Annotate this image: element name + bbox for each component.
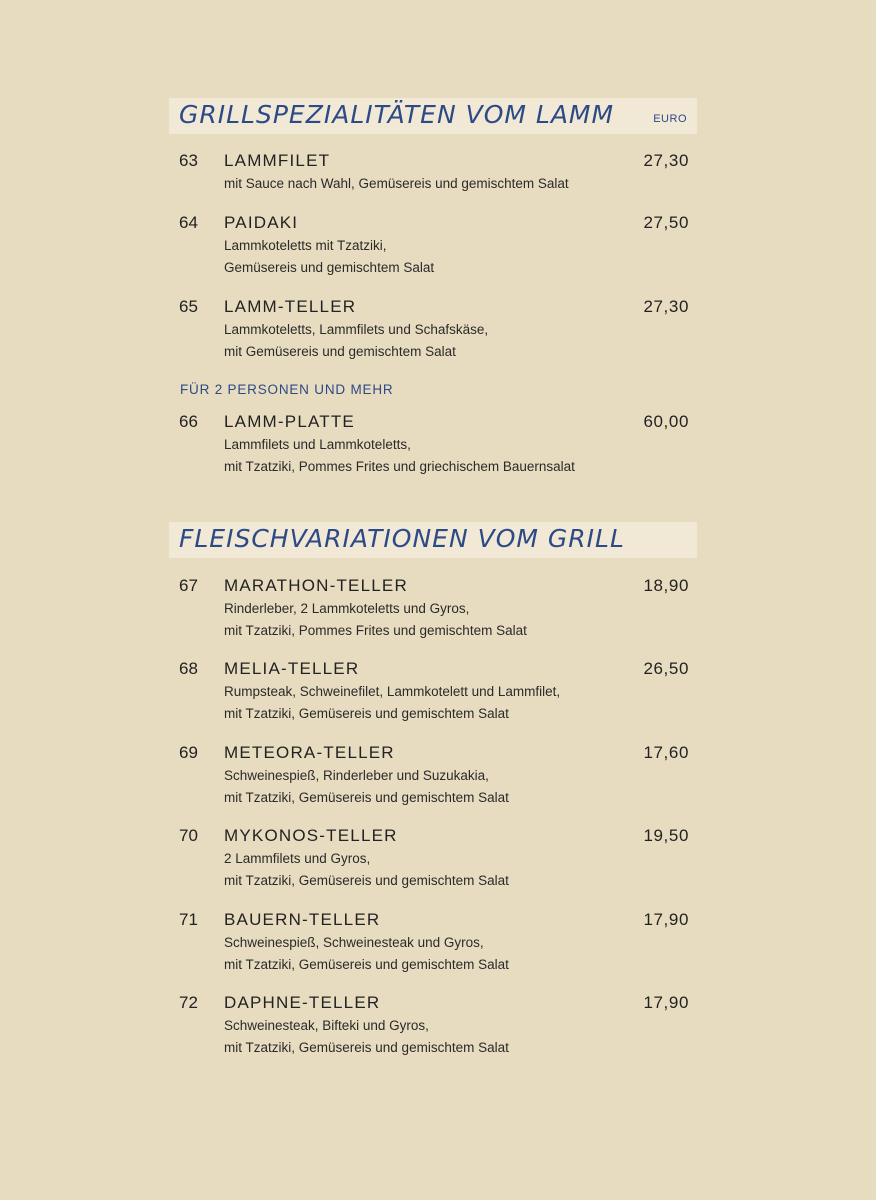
item-description-line: mit Tzatziki, Pommes Frites und griechischem Bauernsalat [224, 458, 575, 474]
item-description-line: 2 Lammfilets und Gyros, [224, 851, 371, 866]
item-number: 71 [179, 910, 198, 929]
subheading-two-persons: FÜR 2 PERSONEN UND MEHR [180, 382, 394, 397]
item-number: 63 [179, 151, 198, 170]
item-description-line: Schweinespieß, Rinderleber und Suzukakia, [224, 768, 489, 783]
item-description [224, 681, 560, 724]
item-description [224, 434, 575, 477]
item-name: METEORA-TELLER [224, 743, 395, 762]
item-price: 17,90 [643, 993, 689, 1012]
item-name: MARATHON-TELLER [224, 576, 408, 595]
item-name: DAPHNE-TELLER [224, 993, 381, 1012]
item-name: MELIA-TELLER [224, 659, 360, 678]
item-description-line: mit Tzatziki, Gemüsereis und gemischtem Salat [224, 872, 509, 888]
item-description-line: mit Gemüsereis und gemischtem Salat [224, 343, 456, 359]
section-header-lamb [169, 98, 697, 134]
item-description [224, 598, 527, 641]
section-header-grill [169, 522, 697, 558]
item-number: 70 [179, 826, 198, 845]
item-price: 27,50 [643, 213, 689, 232]
item-description [224, 319, 488, 362]
item-description [224, 173, 569, 195]
item-price: 17,90 [643, 910, 689, 929]
item-description-line: Rumpsteak, Schweinefilet, Lammkotelett und Lammfilet, [224, 684, 561, 699]
item-description-line: Rinderleber, 2 Lammkoteletts und Gyros, [224, 601, 470, 616]
currency-label: EURO [653, 113, 687, 125]
item-description-line: mit Sauce nach Wahl, Gemüsereis und gemischtem Salat [224, 176, 569, 191]
item-number: 69 [179, 743, 198, 762]
item-description-line: Lammfilets und Lammkoteletts, [224, 437, 411, 452]
item-name: LAMM-PLATTE [224, 412, 355, 431]
item-description-line: mit Tzatziki, Pommes Frites und gemischtem Salat [224, 622, 527, 638]
item-number: 64 [179, 213, 198, 232]
item-number: 65 [179, 297, 198, 316]
item-description-line: Gemüsereis und gemischtem Salat [224, 259, 435, 275]
item-name: BAUERN-TELLER [224, 910, 381, 929]
item-price: 19,50 [643, 826, 689, 845]
item-number: 72 [179, 993, 198, 1012]
item-price: 17,60 [643, 743, 689, 762]
item-description [224, 1015, 509, 1058]
item-description-line: mit Tzatziki, Gemüsereis und gemischtem Salat [224, 789, 509, 805]
item-description-line: mit Tzatziki, Gemüsereis und gemischtem Salat [224, 956, 509, 972]
item-description-line: Schweinespieß, Schweinesteak und Gyros, [224, 935, 484, 950]
item-description-line: Lammkoteletts, Lammfilets und Schafskäse, [224, 322, 489, 337]
item-description [224, 848, 509, 891]
item-number: 68 [179, 659, 198, 678]
item-name: MYKONOS-TELLER [224, 826, 398, 845]
item-price: 27,30 [643, 297, 689, 316]
section-title: FLEISCHVARIATIONEN VOM GRILL [179, 524, 625, 553]
item-description-line: mit Tzatziki, Gemüsereis und gemischtem Salat [224, 705, 509, 721]
item-price: 26,50 [643, 659, 689, 678]
item-description [224, 765, 509, 808]
item-name: PAIDAKI [224, 213, 299, 232]
item-description-line: Lammkoteletts mit Tzatziki, [224, 238, 387, 253]
item-description [224, 932, 509, 975]
item-description-line: Schweinesteak, Bifteki und Gyros, [224, 1018, 429, 1033]
item-price: 27,30 [643, 151, 689, 170]
item-number: 67 [179, 576, 198, 595]
item-description-line: mit Tzatziki, Gemüsereis und gemischtem Salat [224, 1039, 509, 1055]
item-number: 66 [179, 412, 198, 431]
item-description [224, 235, 434, 278]
item-price: 18,90 [643, 576, 689, 595]
item-name: LAMMFILET [224, 151, 331, 170]
item-name: LAMM-TELLER [224, 297, 357, 316]
section-title: GRILLSPEZIALITÄTEN VOM LAMM [179, 100, 615, 129]
item-price: 60,00 [643, 412, 689, 431]
